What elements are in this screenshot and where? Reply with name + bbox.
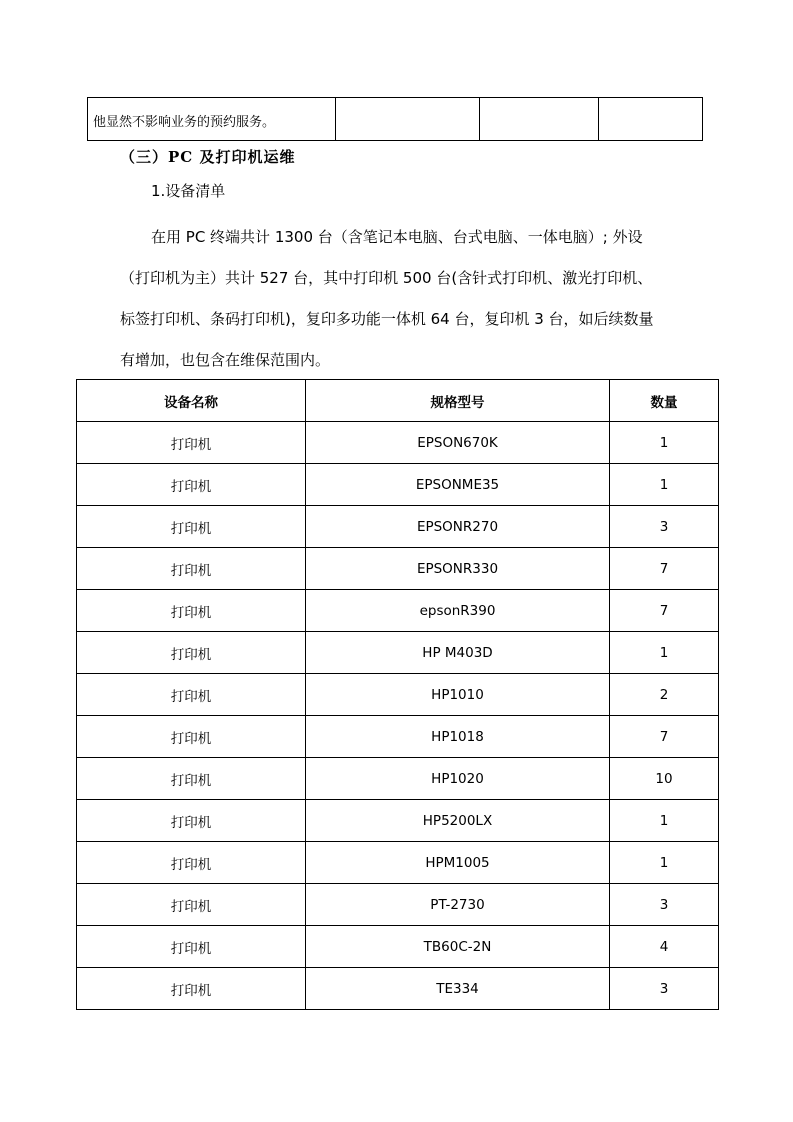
quantity-cell: 1 <box>610 632 719 674</box>
table-row <box>77 800 719 842</box>
table-row <box>77 716 719 758</box>
table-row <box>77 884 719 926</box>
equipment-paragraph <box>120 217 680 381</box>
device-name-cell: 打印机 <box>77 842 306 884</box>
table-row <box>88 98 703 141</box>
device-name-cell: 打印机 <box>77 716 306 758</box>
table-row <box>77 464 719 506</box>
table-cell <box>599 98 703 141</box>
quantity-cell: 1 <box>610 800 719 842</box>
device-name-cell: 打印机 <box>77 800 306 842</box>
table-row <box>77 926 719 968</box>
quantity-cell: 3 <box>610 968 719 1010</box>
device-name-cell: 打印机 <box>77 464 306 506</box>
model-cell: HP1020 <box>306 758 610 800</box>
device-name-cell: 打印机 <box>77 590 306 632</box>
table-row <box>77 506 719 548</box>
device-name-cell: 打印机 <box>77 926 306 968</box>
header-device-name: 设备名称 <box>77 380 306 422</box>
device-name-cell: 打印机 <box>77 422 306 464</box>
quantity-cell: 1 <box>610 422 719 464</box>
paragraph-line: 标签打印机、条码打印机)，复印多功能一体机 64 台，复印机 3 台，如后续数量 <box>120 310 654 328</box>
model-cell: PT-2730 <box>306 884 610 926</box>
section-heading: （三）PC 及打印机运维 <box>120 148 296 166</box>
quantity-cell: 3 <box>610 884 719 926</box>
equipment-table <box>76 379 719 1010</box>
device-name-cell: 打印机 <box>77 758 306 800</box>
table-cell <box>480 98 599 141</box>
previous-table-fragment <box>87 97 703 141</box>
header-model: 规格型号 <box>306 380 610 422</box>
table-cell: 他显然不影响业务的预约服务。 <box>88 98 336 141</box>
paragraph-line: （打印机为主）共计 527 台，其中打印机 500 台(含针式打印机、激光打印机、 <box>120 269 653 287</box>
paragraph-line: 在用 PC 终端共计 1300 台（含笔记本电脑、台式电脑、一体电脑）; 外设 <box>151 228 643 246</box>
model-cell: HP1018 <box>306 716 610 758</box>
device-name-cell: 打印机 <box>77 632 306 674</box>
quantity-cell: 3 <box>610 506 719 548</box>
header-quantity: 数量 <box>610 380 719 422</box>
model-cell: HP5200LX <box>306 800 610 842</box>
model-cell: HP M403D <box>306 632 610 674</box>
table-header-row <box>77 380 719 422</box>
quantity-cell: 4 <box>610 926 719 968</box>
quantity-cell: 7 <box>610 590 719 632</box>
table-row <box>77 548 719 590</box>
device-name-cell: 打印机 <box>77 674 306 716</box>
model-cell: EPSONME35 <box>306 464 610 506</box>
quantity-cell: 7 <box>610 548 719 590</box>
model-cell: HPM1005 <box>306 842 610 884</box>
table-row <box>77 632 719 674</box>
table-body <box>77 422 719 1010</box>
model-cell: TB60C-2N <box>306 926 610 968</box>
table-row <box>77 422 719 464</box>
device-name-cell: 打印机 <box>77 506 306 548</box>
model-cell: HP1010 <box>306 674 610 716</box>
quantity-cell: 1 <box>610 464 719 506</box>
device-name-cell: 打印机 <box>77 548 306 590</box>
table-row <box>77 968 719 1010</box>
table-row <box>77 842 719 884</box>
model-cell: EPSONR270 <box>306 506 610 548</box>
model-cell: EPSON670K <box>306 422 610 464</box>
model-cell: EPSONR330 <box>306 548 610 590</box>
subsection-heading: 1.设备清单 <box>151 182 226 200</box>
table-row <box>77 590 719 632</box>
quantity-cell: 1 <box>610 842 719 884</box>
table-cell <box>336 98 480 141</box>
table-row <box>77 758 719 800</box>
quantity-cell: 7 <box>610 716 719 758</box>
paragraph-line: 有增加，也包含在维保范围内。 <box>120 351 331 369</box>
quantity-cell: 10 <box>610 758 719 800</box>
table-row <box>77 674 719 716</box>
model-cell: epsonR390 <box>306 590 610 632</box>
quantity-cell: 2 <box>610 674 719 716</box>
device-name-cell: 打印机 <box>77 884 306 926</box>
model-cell: TE334 <box>306 968 610 1010</box>
device-name-cell: 打印机 <box>77 968 306 1010</box>
